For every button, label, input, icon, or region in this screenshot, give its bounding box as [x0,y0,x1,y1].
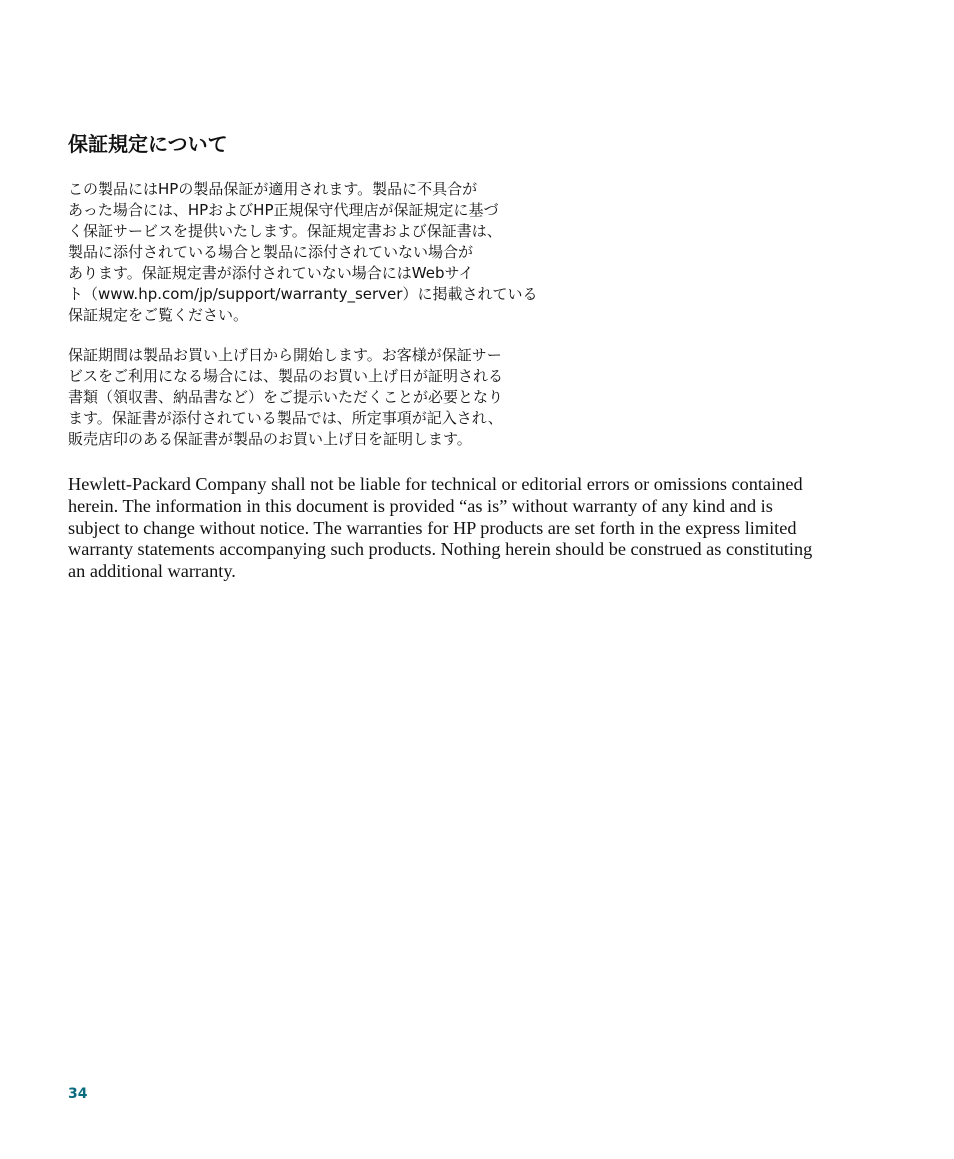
paragraph-line: あった場合には、HPおよびHP正規保守代理店が保証規定に基づ [68,201,499,219]
paragraph-line: あります。保証規定書が添付されていない場合にはWebサイ [68,264,474,282]
page-number: 34 [68,1086,88,1102]
paragraph-line: この製品にはHPの製品保証が適用されます。製品に不具合が [68,180,478,198]
paragraph-line: 製品に添付されている場合と製品に添付されていない場合が [68,243,474,261]
warranty-intro-paragraph-jp [68,179,568,326]
paragraph-line: 保証規定をご覧ください。 [68,306,249,324]
paragraph-line: 書類（領収書、納品書など）をご提示いただくことが必要となり [68,388,504,406]
paragraph-line: subject to change without notice. The warranties for HP products are set forth in the express limited [68,517,797,538]
paragraph-line: 保証期間は製品お買い上げ日から開始します。お客様が保証サー [68,346,502,364]
paragraph-line: herein. The information in this document is provided “as is” without warranty of any kind and is [68,495,773,516]
warranty-period-paragraph-jp [68,345,568,450]
paragraph-line: warranty statements accompanying such products. Nothing herein should be construed as constituting [68,539,813,560]
section-heading: 保証規定について [68,132,228,156]
paragraph-line: ます。保証書が添付されている製品では、所定事項が記入され、 [68,409,503,427]
disclaimer-paragraph-en [68,474,888,583]
paragraph-line: ビスをご利用になる場合には、製品のお買い上げ日が証明される [68,367,504,385]
paragraph-line: ト（www.hp.com/jp/support/warranty_server）に掲載されている [68,285,538,303]
paragraph-line: an additional warranty. [68,561,236,582]
paragraph-line: く保証サービスを提供いたします。保証規定書および保証書は、 [68,222,502,240]
paragraph-line: Hewlett-Packard Company shall not be liable for technical or editorial errors or omissions contained [68,474,803,494]
paragraph-line: 販売店印のある保証書が製品のお買い上げ日を証明します。 [68,430,472,448]
